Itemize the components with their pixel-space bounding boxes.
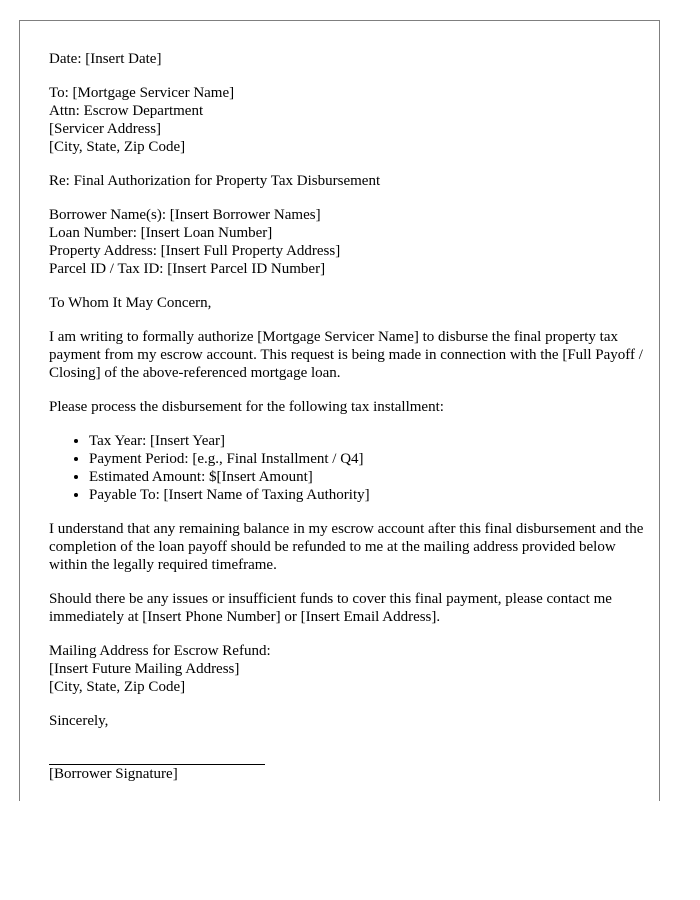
loan-info-block	[49, 206, 649, 278]
salutation: To Whom It May Concern,	[49, 295, 212, 311]
date-line: Date: [Insert Date]	[49, 51, 162, 67]
mailing-heading: Mailing Address for Escrow Refund:	[49, 643, 271, 659]
letter-page	[19, 20, 660, 801]
property-address: Property Address: [Insert Full Property Address]	[49, 243, 341, 259]
parcel-id: Parcel ID / Tax ID: [Insert Parcel ID Number]	[49, 261, 326, 277]
recipient-address: [Servicer Address]	[49, 121, 162, 137]
closing: Sincerely,	[49, 713, 109, 729]
list-item: • Payable To: [Insert Name of Taxing Authority]	[89, 486, 649, 504]
signature-line	[49, 746, 265, 765]
recipient-attn: Attn: Escrow Department	[49, 103, 204, 119]
letter-body	[49, 50, 649, 783]
mailing-address-block	[49, 642, 649, 696]
recipient-to: To: [Mortgage Servicer Name]	[49, 85, 235, 101]
intro-paragraph: I am writing to formally authorize [Mortgage Servicer Name] to disburse the final property tax payment from my escrow account. This request is being made in connection with the [Full Payoff / Closing] of the above-referenced mortgage loan.	[49, 329, 643, 381]
mailing-city-state-zip: [City, State, Zip Code]	[49, 679, 186, 695]
recipient-block	[49, 84, 649, 156]
signature-label: [Borrower Signature]	[49, 766, 178, 782]
installment-list	[49, 432, 649, 504]
refund-paragraph: I understand that any remaining balance in my escrow account after this final disbursement and the completion of the loan payoff should be refunded to me at the mailing address provided below within the legally required timeframe.	[49, 521, 644, 573]
list-item: • Payment Period: [e.g., Final Installment / Q4]	[89, 450, 649, 468]
signature-block	[49, 746, 649, 783]
subject-line: Re: Final Authorization for Property Tax Disbursement	[49, 173, 381, 189]
contact-paragraph: Should there be any issues or insufficient funds to cover this final payment, please contact me immediately at [Insert Phone Number] or [Insert Email Address].	[49, 591, 612, 625]
borrower-names: Borrower Name(s): [Insert Borrower Names]	[49, 207, 321, 223]
list-item: • Estimated Amount: $[Insert Amount]	[89, 468, 649, 486]
mailing-address: [Insert Future Mailing Address]	[49, 661, 240, 677]
list-item: • Tax Year: [Insert Year]	[89, 432, 649, 450]
recipient-city-state-zip: [City, State, Zip Code]	[49, 139, 186, 155]
loan-number: Loan Number: [Insert Loan Number]	[49, 225, 273, 241]
process-paragraph: Please process the disbursement for the following tax installment:	[49, 399, 444, 415]
